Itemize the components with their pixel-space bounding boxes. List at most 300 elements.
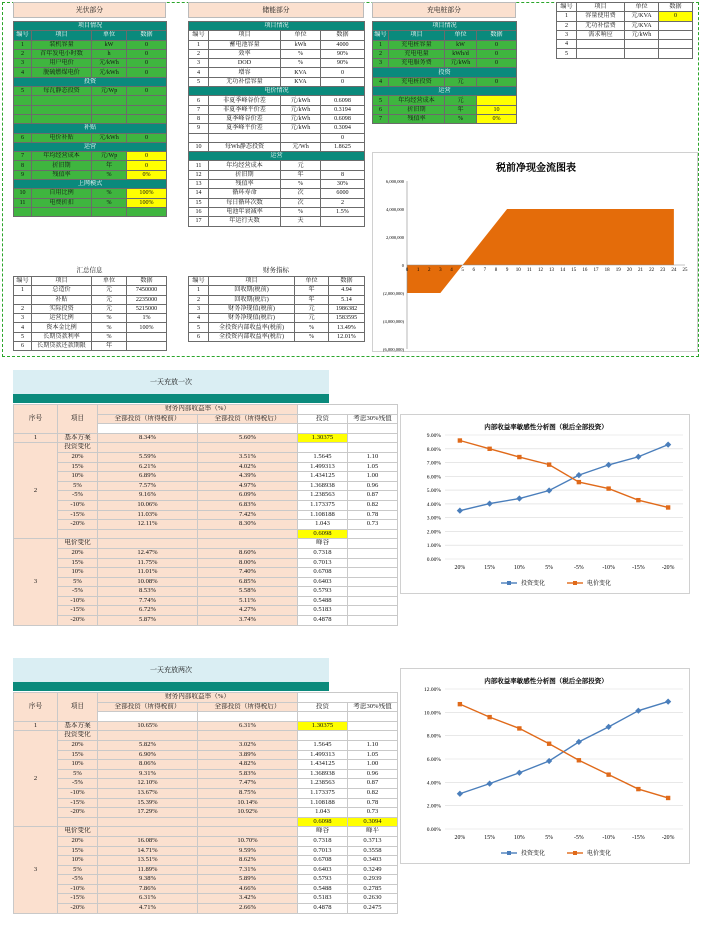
table-row: [189, 59, 365, 68]
table-cell: 元: [92, 286, 127, 295]
blank-cell: [32, 96, 92, 105]
y-tick-label: 2.00%: [426, 529, 441, 536]
section-row: [14, 124, 167, 133]
table-cell: 0.82: [348, 788, 398, 798]
table-cell: 残值率: [32, 170, 92, 179]
table-cell: 8.53%: [98, 587, 198, 597]
table-row: [14, 596, 398, 606]
column-header: 编号: [557, 3, 577, 12]
base-inv: 1.30375: [298, 721, 348, 731]
blank-cell: [127, 207, 167, 216]
cashflow-area: [407, 209, 674, 293]
table-cell: %: [92, 189, 127, 198]
table-cell: 无功补偿费: [577, 21, 625, 30]
section-header: 补贴: [14, 124, 167, 133]
table-cell: 7.42%: [198, 510, 298, 520]
table-cell: 1%: [127, 314, 167, 323]
x-tick-label: 19: [615, 268, 621, 273]
table-cell: 4.82%: [198, 760, 298, 770]
table-cell: 首年发电小时数: [32, 49, 92, 58]
table-row: [189, 198, 365, 207]
table-cell: 5.58%: [198, 587, 298, 597]
table-cell: [577, 49, 625, 58]
column-header: 项目: [32, 31, 92, 40]
table-cell: 5: [14, 332, 32, 341]
blank-cell: [58, 817, 98, 827]
other-panel: [556, 2, 692, 59]
blank-cell: [348, 731, 398, 741]
twice-table: [13, 692, 398, 914]
table-cell: 12.11%: [98, 520, 198, 530]
x-tick-label: -10%: [602, 565, 615, 571]
table-cell: 0.7013: [298, 846, 348, 856]
table-cell: 全投资内部收益率(税前): [209, 323, 295, 332]
table-cell: [209, 133, 281, 142]
table-cell: [348, 548, 398, 558]
data-point: [458, 702, 462, 706]
other-table: [556, 2, 693, 59]
table-row: [189, 295, 365, 304]
section-row: [14, 180, 167, 189]
table-cell: 充电桩容量: [389, 40, 445, 49]
table-row: [14, 49, 167, 58]
table-cell: 6: [14, 342, 32, 351]
cp-panel: [372, 2, 516, 124]
table-cell: -20%: [58, 904, 98, 914]
group-row: [14, 443, 398, 453]
table-cell: 1: [189, 286, 209, 295]
data-point: [666, 505, 670, 509]
column-header: 单位: [295, 277, 329, 286]
table-cell: 1: [14, 40, 32, 49]
table-cell: 1: [373, 40, 389, 49]
table-row: [14, 295, 167, 304]
table-cell: 0.2939: [348, 875, 398, 885]
pv-table: [13, 21, 167, 217]
table-cell: 0.5793: [298, 875, 348, 885]
table-cell: 1.434125: [298, 472, 348, 482]
table-cell: 0.6403: [298, 577, 348, 587]
table-cell: 20%: [58, 740, 98, 750]
table-row: [557, 21, 693, 30]
table-cell: 元/kWh: [281, 114, 321, 123]
table-cell: 折旧期: [389, 105, 445, 114]
table-cell: 0.6708: [298, 568, 348, 578]
table-cell: 12.01%: [329, 332, 365, 341]
table-cell: 年: [295, 286, 329, 295]
table-row: [189, 49, 365, 58]
table-cell: 0.3194: [321, 105, 365, 114]
table-cell: 1.173375: [298, 788, 348, 798]
y-tick-label: (2,000,000): [383, 291, 404, 296]
table-cell: kW: [92, 40, 127, 49]
y-tick-label: 7.00%: [426, 460, 441, 467]
blank-cell: [14, 207, 32, 216]
table-cell: 5: [557, 49, 577, 58]
table-cell: 运营比例: [32, 314, 92, 323]
x-tick-label: 20%: [454, 835, 466, 841]
table-cell: 7: [14, 152, 32, 161]
data-point: [665, 442, 671, 448]
table-cell: 6.83%: [198, 500, 298, 510]
x-tick-label: 13: [549, 268, 555, 273]
blank-cell: [98, 731, 198, 741]
table-row: [14, 59, 167, 68]
table-cell: %: [281, 49, 321, 58]
table-cell: 13.51%: [98, 856, 198, 866]
data-point: [606, 724, 612, 730]
table-cell: -15%: [58, 798, 98, 808]
table-cell: 16.08%: [98, 836, 198, 846]
table-cell: 8.06%: [98, 760, 198, 770]
table-cell: 2: [557, 21, 577, 30]
table-cell: 0: [127, 161, 167, 170]
table-row: [14, 587, 398, 597]
base-no: 1: [14, 721, 58, 731]
x-tick-label: 25: [682, 268, 688, 273]
blank-cell: [198, 443, 298, 453]
table-cell: 元/kWh: [92, 59, 127, 68]
x-tick-label: 7: [483, 268, 487, 273]
x-tick-label: -5%: [574, 565, 584, 571]
table-cell: 3.02%: [198, 740, 298, 750]
summary-title: 汇总信息: [76, 267, 103, 274]
data-point: [517, 726, 521, 730]
once-svg: [401, 415, 691, 595]
table-cell: 8: [14, 161, 32, 170]
table-cell: 6: [189, 332, 209, 341]
x-tick-label: 14: [560, 268, 566, 273]
table-cell: 5%: [58, 481, 98, 491]
header-row: [14, 693, 398, 703]
blank-cell: [198, 731, 298, 741]
x-tick-label: 20: [626, 268, 632, 273]
table-cell: 蓄电池容量: [209, 40, 281, 49]
section-header: 上网模式: [14, 180, 167, 189]
es-title: 储能部分: [188, 2, 364, 18]
table-cell: 3: [557, 30, 577, 39]
legend-marker: [573, 851, 577, 855]
data-point: [487, 447, 491, 451]
table-cell: 1583595: [329, 314, 365, 323]
table-cell: 1.05: [348, 750, 398, 760]
table-cell: %: [92, 332, 127, 341]
table-cell: -10%: [58, 500, 98, 510]
table-cell: 元: [295, 314, 329, 323]
table-cell: kWh: [281, 40, 321, 49]
section-header: 投资: [373, 68, 517, 77]
table-row: [14, 491, 398, 501]
x-tick-label: 17: [593, 268, 599, 273]
table-cell: 10%: [58, 472, 98, 482]
header-row: [373, 31, 517, 40]
y-tick-label: 8.00%: [426, 446, 441, 453]
table-cell: 元: [92, 295, 127, 304]
blank-cell: [98, 443, 198, 453]
table-cell: 8: [321, 170, 365, 179]
table-cell: 1.8625: [321, 142, 365, 151]
section-header: 电价情况: [189, 87, 365, 96]
table-row: [14, 500, 398, 510]
table-row: [189, 105, 365, 114]
table-cell: 16: [189, 207, 209, 216]
column-header: 单位: [625, 3, 659, 12]
section-header: 运营: [373, 87, 517, 96]
table-cell: 10: [477, 105, 517, 114]
section-header: 项目情况: [373, 22, 517, 31]
cashflow-chart: [372, 152, 698, 352]
table-cell: 13: [189, 180, 209, 189]
blank-cell: [127, 114, 167, 123]
table-cell: 20%: [58, 548, 98, 558]
once-chart: [400, 414, 690, 594]
data-point: [546, 487, 552, 493]
blank-row: [14, 114, 167, 123]
y-tick-label: 6.00%: [426, 474, 441, 481]
table-cell: 0: [477, 59, 517, 68]
table-row: [14, 452, 398, 462]
table-cell: 效率: [209, 49, 281, 58]
table-cell: 6.89%: [98, 472, 198, 482]
section-row: [189, 152, 365, 161]
table-cell: 0.5488: [298, 596, 348, 606]
table-row: [373, 59, 517, 68]
group-label: 投资变化: [58, 731, 98, 741]
table-cell: 15%: [58, 846, 98, 856]
table-row: [14, 548, 398, 558]
table-cell: 0.6708: [298, 856, 348, 866]
table-cell: 元: [281, 161, 321, 170]
y-tick-label: 2,000,000: [386, 235, 404, 240]
table-cell: 0.96: [348, 769, 398, 779]
table-cell: 6.72%: [98, 606, 198, 616]
table-cell: 8.60%: [198, 548, 298, 558]
blank-cell: [298, 443, 348, 453]
table-cell: 0: [127, 87, 167, 96]
table-cell: 9.59%: [198, 846, 298, 856]
column-header: 项目: [389, 31, 445, 40]
table-cell: 2: [189, 49, 209, 58]
x-tick-label: 10%: [514, 835, 525, 841]
table-cell: 12.47%: [98, 548, 198, 558]
table-cell: 7.86%: [98, 884, 198, 894]
table-cell: 残值率: [209, 180, 281, 189]
section-header: 运营: [189, 152, 365, 161]
blank-row: [14, 105, 167, 114]
table-cell: 非夏季峰谷价差: [209, 96, 281, 105]
data-point: [606, 486, 610, 490]
col-irr: 财务内部收益率（%）: [98, 693, 298, 703]
table-cell: 13.49%: [329, 323, 365, 332]
table-cell: 充电桩投资: [389, 77, 445, 86]
table-cell: [189, 133, 209, 142]
table-cell: 4000: [321, 40, 365, 49]
data-point: [666, 796, 670, 800]
table-cell: 100%: [127, 323, 167, 332]
table-row: [14, 323, 167, 332]
table-row: [14, 750, 398, 760]
y-tick-label: 4.00%: [426, 501, 441, 508]
x-tick-label: 24: [671, 268, 677, 273]
table-cell: 0.3094: [321, 124, 365, 133]
column-header: 编号: [189, 277, 209, 286]
table-cell: 3: [14, 314, 32, 323]
table-cell: 增容: [209, 68, 281, 77]
table-cell: 17.29%: [98, 808, 198, 818]
group-head2: 峰平: [348, 827, 398, 837]
table-row: [557, 49, 693, 58]
table-cell: 0.6403: [298, 865, 348, 875]
table-cell: 11: [189, 161, 209, 170]
table-cell: 7.47%: [198, 779, 298, 789]
table-cell: 年: [92, 161, 127, 170]
data-point: [458, 438, 462, 442]
table-cell: -10%: [58, 788, 98, 798]
table-cell: 0.82: [348, 500, 398, 510]
mid-row: [14, 529, 398, 539]
table-cell: 2235000: [127, 295, 167, 304]
table-cell: 0.5793: [298, 587, 348, 597]
x-tick-label: -20%: [661, 835, 675, 841]
legend-marker: [507, 851, 511, 855]
table-cell: 0: [477, 49, 517, 58]
section-row: [189, 87, 365, 96]
table-row: [14, 510, 398, 520]
table-row: [14, 568, 398, 578]
col-res: 考虑30%残值: [348, 414, 398, 424]
table-cell: 年: [281, 170, 321, 179]
table-cell: 1.10: [348, 452, 398, 462]
table-cell: 5.89%: [198, 875, 298, 885]
table-cell: 天: [281, 217, 321, 226]
section-row: [14, 142, 167, 151]
base-pre: 10.65%: [98, 721, 198, 731]
y-tick-label: 0.00%: [426, 557, 441, 563]
table-cell: 次: [281, 198, 321, 207]
table-cell: 4: [373, 77, 389, 86]
cashflow-svg: [373, 153, 699, 353]
table-cell: 8.00%: [198, 558, 298, 568]
cp-title: 充电桩部分: [372, 2, 516, 18]
blank-cell: [14, 105, 32, 114]
table-cell: 7: [373, 114, 389, 123]
group-no: 3: [14, 539, 58, 625]
column-header: 编号: [374, 32, 387, 39]
table-cell: 7.31%: [198, 865, 298, 875]
col-irr: 财务内部收益率（%）: [98, 405, 298, 415]
x-tick-label: 5: [461, 268, 464, 273]
y-tick-label: 4,000,000: [386, 207, 404, 212]
table-cell: [14, 295, 32, 304]
table-cell: 1: [14, 286, 32, 295]
x-tick-label: 8: [494, 268, 498, 273]
table-cell: 1.00: [348, 760, 398, 770]
table-cell: 全投资内部收益率(税后): [209, 332, 295, 341]
table-cell: 0.73: [348, 808, 398, 818]
x-tick-label: 2: [427, 268, 431, 273]
y-tick-label: 4.00%: [426, 780, 441, 787]
table-cell: 5: [373, 96, 389, 105]
data-point: [487, 781, 493, 787]
table-row: [189, 323, 365, 332]
table-cell: 0.73: [348, 520, 398, 530]
group-row: [14, 827, 398, 837]
header-row: [14, 405, 398, 415]
table-cell: 3: [14, 59, 32, 68]
table-cell: 充电服务费: [389, 59, 445, 68]
table-cell: 实际投资: [32, 304, 92, 313]
data-point: [636, 498, 640, 502]
blank-cell: [198, 529, 298, 539]
y-tick-label: 0.00%: [426, 827, 441, 833]
table-row: [189, 96, 365, 105]
col-no: 序号: [14, 405, 58, 434]
data-point: [457, 791, 463, 797]
table-row: [189, 332, 365, 341]
table-cell: 9.38%: [98, 875, 198, 885]
table-cell: 每日循环次数: [209, 198, 281, 207]
table-cell: 17: [189, 217, 209, 226]
table-cell: 4: [189, 314, 209, 323]
x-tick-label: 5%: [545, 835, 553, 841]
table-cell: 残值率: [389, 114, 445, 123]
table-cell: 5.14: [329, 295, 365, 304]
y-tick-label: 9.00%: [426, 433, 441, 439]
table-cell: 8.75%: [198, 788, 298, 798]
group-label: 投资变化: [58, 443, 98, 453]
table-cell: %: [92, 198, 127, 207]
x-tick-label: 5%: [545, 565, 553, 571]
data-point: [547, 462, 551, 466]
table-row: [14, 304, 167, 313]
header-row: [557, 3, 693, 12]
table-cell: %: [295, 332, 329, 341]
table-cell: 1.5645: [298, 740, 348, 750]
table-cell: 3.51%: [198, 452, 298, 462]
table-cell: 5215000: [127, 304, 167, 313]
data-point: [487, 501, 493, 507]
table-row: [14, 170, 167, 179]
table-row: [189, 304, 365, 313]
table-cell: 资本金比例: [32, 323, 92, 332]
blank-cell: [298, 712, 348, 722]
data-point: [516, 770, 522, 776]
blank-cell: [198, 539, 298, 549]
table-cell: 10.06%: [98, 500, 198, 510]
legend-label: 电价变化: [587, 581, 612, 587]
table-cell: 4.02%: [198, 462, 298, 472]
table-row: [14, 846, 398, 856]
blank-cell: [14, 96, 32, 105]
table-cell: 5%: [58, 769, 98, 779]
table-cell: 折旧期: [209, 170, 281, 179]
x-tick-label: 15%: [484, 835, 495, 841]
table-cell: 5: [14, 87, 32, 96]
table-cell: 6.90%: [98, 750, 198, 760]
x-tick-label: 20%: [454, 565, 466, 571]
table-row: [557, 12, 693, 21]
table-cell: 0.7013: [298, 558, 348, 568]
table-cell: 2: [189, 295, 209, 304]
table-cell: [321, 161, 365, 170]
table-cell: 0.6098: [321, 96, 365, 105]
table-cell: 6: [14, 133, 32, 142]
blank-cell: [198, 827, 298, 837]
table-cell: 0.3249: [348, 865, 398, 875]
table-row: [14, 798, 398, 808]
table-cell: 6.85%: [198, 577, 298, 587]
column-header: 数据: [321, 31, 365, 40]
